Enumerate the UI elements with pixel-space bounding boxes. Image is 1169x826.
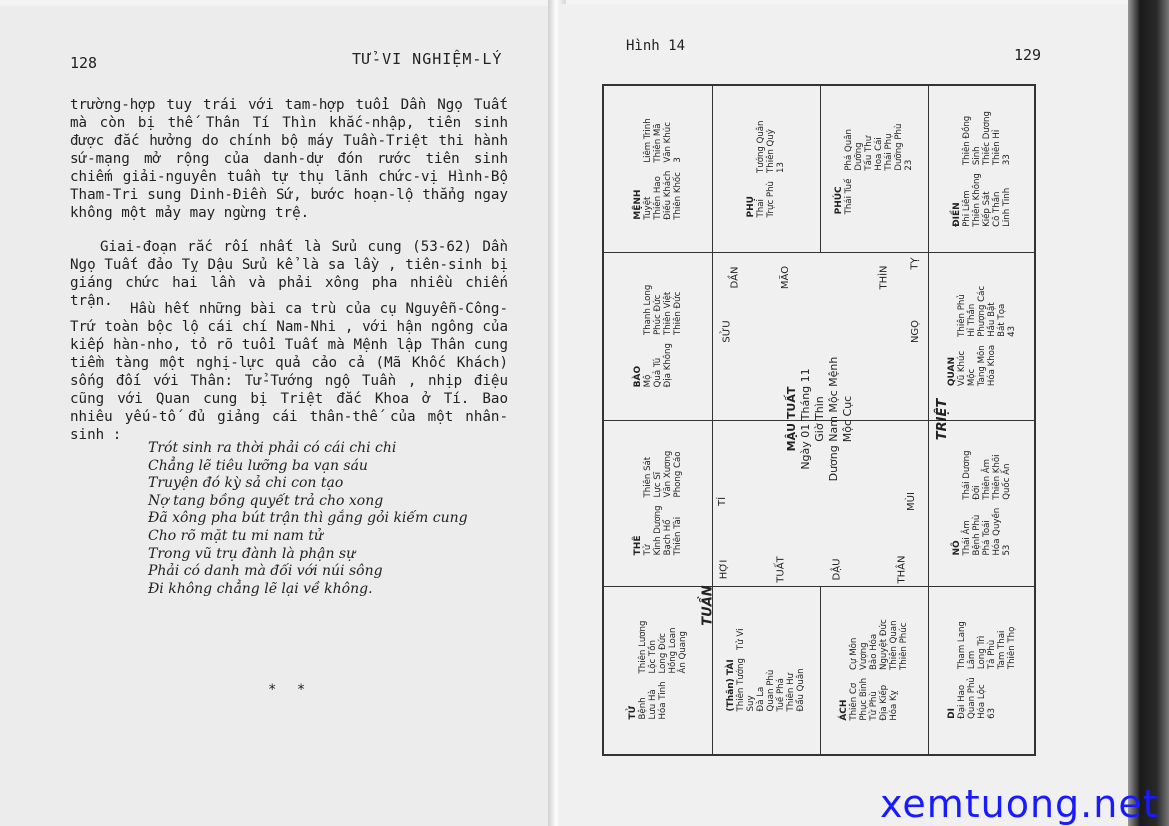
star: Kình Dương xyxy=(653,505,663,556)
star: Hỉ Thần xyxy=(967,303,977,337)
age-number: 33 xyxy=(1002,154,1012,166)
star: Nguyệt Đức xyxy=(879,619,889,670)
star: Tam Thai xyxy=(997,630,1007,670)
cell-content xyxy=(952,450,1012,555)
figure-label: Hình 14 xyxy=(626,38,686,54)
star: Kiếp Sát xyxy=(982,191,992,227)
palace-title: DI xyxy=(947,708,957,719)
star: Thái Dương xyxy=(962,450,972,500)
date-label: Ngày 01 Tháng 11 xyxy=(799,368,812,470)
paragraph: Giai-đoạn rắc rối nhất là Sửu cung (53-62) Dần Ngọ Tuất đảo Tỵ Dậu Sửu kể là sa lầy , tiên-sinh bị giáng chức hai lần và phải xông pha nhiều chiến trận. xyxy=(70,239,508,309)
poem-line: Chẳng lẽ tiêu lưỡng ba vạn sáu xyxy=(148,457,368,474)
star: Thái Tuế xyxy=(844,178,854,215)
age-number: 53 xyxy=(1002,544,1012,556)
birth-info xyxy=(785,357,855,482)
star: Trực Phù xyxy=(766,181,776,218)
chart-center xyxy=(712,252,928,586)
paragraph: trường-hợp tuy trái với tam-hợp tuổi Dần Ngọ Tuất mà còn bị thế Thân Tí Thìn khắc-nhập, tiên sinh được đắc hưởng do chính bộ máy Tuần-Triệt thi hành sứ-mạng mở rộng của danh-dự đón rước tiên sinh chiếm giải-nguyên tuần tự thụ lãnh chức-vị Hình-Bộ Tham-Tri sung Dinh-Điền Sứ, bước hoạn-lộ thẳng ngay không một mảy may ngừng trệ. xyxy=(70,97,508,221)
star: Hầu Bật xyxy=(987,302,997,337)
triet-marker: TRIỆT xyxy=(935,398,951,441)
star: Linh Tinh xyxy=(1002,187,1012,227)
star: Quốc Ấn xyxy=(1002,463,1012,500)
star: Mộ xyxy=(643,374,653,388)
star: Thiên Lương xyxy=(638,620,648,674)
star: Lưu Hà xyxy=(648,689,658,720)
star: Văn Xương xyxy=(663,450,673,498)
star: Thiên Thọ xyxy=(1007,626,1017,670)
star: Thiên Tài xyxy=(673,516,683,556)
star: Phúc Đức xyxy=(653,294,663,336)
poem-line: Đã xông pha bút trận thì gắng gỏi kiếm cung xyxy=(148,510,468,527)
palace-title: THÊ xyxy=(633,535,643,556)
star: Thiên Hư xyxy=(786,672,796,712)
star: Tang Môn xyxy=(977,345,987,387)
poem-line: Trong vũ trụ đành là phận sự xyxy=(148,545,356,562)
branch-label: MÃO xyxy=(780,265,792,290)
star: Sinh xyxy=(972,146,982,166)
cell-content xyxy=(746,120,786,217)
page-edge-shadow xyxy=(1128,0,1169,826)
cell-content xyxy=(839,619,909,720)
star: Đại Hao xyxy=(957,684,967,719)
star: Hóa Kỵ xyxy=(889,690,899,721)
cell-no xyxy=(928,420,1036,586)
palace-title: QUAN xyxy=(947,356,957,387)
star: Phá Quân xyxy=(844,129,854,171)
star: Tả Phù xyxy=(987,639,997,670)
star: Tử Vi xyxy=(736,628,746,651)
star: Tướng Quân xyxy=(756,120,766,174)
star: Thiên Sát xyxy=(643,456,653,498)
palace-title: NÔ xyxy=(952,540,962,556)
hour-label: Giờ Thìn xyxy=(813,396,826,442)
star: Thiên Việt xyxy=(663,291,673,336)
star: Lộc Tồn xyxy=(648,640,658,674)
star: Dưỡng Phù xyxy=(894,123,904,171)
star: Địa Kiếp xyxy=(879,684,889,721)
star: Bát Tọa xyxy=(997,303,1007,337)
star: Hoa Cái xyxy=(874,137,884,171)
cell-the xyxy=(604,420,712,586)
horoscope-chart xyxy=(602,84,1036,756)
star: Đà La xyxy=(756,686,766,712)
star: Thiên Tướng xyxy=(736,658,746,712)
cell-menh xyxy=(604,86,712,252)
branch-label: MÙI xyxy=(905,492,917,511)
star: Quả Tú xyxy=(653,357,663,388)
poem-line: Đi không chẳng lẽ lại về không. xyxy=(148,580,373,597)
palace-title: MỆNH xyxy=(633,189,643,220)
star: Thiên Quý xyxy=(766,129,776,174)
branch-label: TÍ xyxy=(717,496,729,507)
star: Thanh Long xyxy=(643,284,653,336)
cell-di xyxy=(928,586,1036,754)
cell-content xyxy=(834,124,914,215)
watermark: xemtuong.net xyxy=(880,782,1159,826)
star: Suy xyxy=(746,695,756,712)
cell-dien xyxy=(928,86,1036,252)
star: Quan Phù xyxy=(766,669,776,712)
poem-line: Cho rõ mặt tu mi nam tử xyxy=(148,527,323,544)
star: Hóa Quyền xyxy=(992,507,1002,556)
left-page xyxy=(0,6,556,826)
star: Thiên Quan xyxy=(889,620,899,670)
palace-title: BÀO xyxy=(633,365,643,388)
age-number: 23 xyxy=(904,159,914,171)
star: Bệnh xyxy=(638,697,648,720)
star: Thiên Không xyxy=(972,173,982,227)
star: Văn Khúc xyxy=(663,122,673,163)
star: Thiên Phúc xyxy=(899,622,909,670)
star: Cô Thần xyxy=(992,191,1002,227)
page-number-left: 128 xyxy=(70,54,98,72)
star: Mộc xyxy=(967,368,977,387)
star: Đới xyxy=(972,485,982,500)
ornament: * * xyxy=(268,682,312,698)
branch-label: HỢI xyxy=(718,559,730,580)
cell-bao xyxy=(604,252,712,420)
palace-title: (Thân) TÀI xyxy=(726,659,736,712)
star: Thiên Khốc xyxy=(673,172,683,220)
star: Hóa Khoa xyxy=(987,344,997,387)
cell-content xyxy=(952,111,1012,227)
star: Tử Phù xyxy=(869,691,879,721)
star: Thái Phụ xyxy=(884,133,894,171)
palace-title: PHÚC xyxy=(834,186,844,215)
star: Điếu Khách xyxy=(663,170,673,220)
branch-label: NGỌ xyxy=(910,319,922,344)
poem-line: Truyện đó kỳ sả chi con tạo xyxy=(148,475,344,492)
cell-content xyxy=(633,285,683,388)
cell-quan xyxy=(928,252,1036,420)
cell-phuc xyxy=(820,86,928,252)
poem-line: Nợ tang bồng quyết trả cho xong xyxy=(148,492,384,509)
star: Liêm Trinh xyxy=(643,118,653,163)
star: Tử xyxy=(643,544,653,556)
cell-content xyxy=(947,621,1017,719)
palace-title: PHỤ xyxy=(746,196,756,218)
star: Thiên Khôi xyxy=(992,454,1002,500)
star: Thiên Đức xyxy=(673,291,683,336)
cell-ach xyxy=(820,586,928,754)
cell-content xyxy=(726,629,806,712)
age-number: 13 xyxy=(776,162,786,174)
star: Bảo Hóa xyxy=(869,633,879,670)
branch-label: SỬU xyxy=(721,320,733,343)
cell-content xyxy=(633,451,683,556)
cell-content xyxy=(633,118,683,219)
tuan-marker: TUẦN xyxy=(700,585,716,626)
star: Thiên Đồng xyxy=(962,115,972,166)
star: Thiên Cơ xyxy=(849,682,859,721)
star: Thiên Phủ xyxy=(957,294,967,337)
poem-line: Trót sinh ra thời phải có cái chi chi xyxy=(148,440,397,456)
branch-label: THÂN xyxy=(896,555,908,584)
age-number: 3 xyxy=(673,157,683,163)
paragraph: Hầu hết những bài ca trù của cụ Nguyễn-Công-Trứ toàn bộc lộ cái chí Nam-Nhi , với hận ngông của kiếp hàn-nho, tỏ rõ tuổi Tuất mà Mệnh lập Thân cung tiềm tàng một nghị-lực quả cảo cả (Mã Khốc Khách) sống đối với Thân: Tử-Tướng ngộ Tuần , nhịp điệu cũng với Quan cung bị Triệt đắc Khoa ở Tí. Bao nhiêu yếu-tố đủ giảng cái thân-thế của một nhân-sinh : xyxy=(70,301,508,443)
star: Thái Âm xyxy=(962,520,972,556)
cuc-label: Mộc Cục xyxy=(841,395,854,443)
star: Thiên Mã xyxy=(653,123,663,163)
star: Phục Binh xyxy=(859,677,869,721)
star: Vũ Khúc xyxy=(957,350,967,387)
star: Quan Phủ xyxy=(967,677,977,719)
poem xyxy=(148,440,528,598)
age-number: 43 xyxy=(1007,325,1017,337)
star: Phi Liêm xyxy=(962,190,972,227)
age-number: 63 xyxy=(987,707,997,719)
star: Hóa Tinh xyxy=(658,681,668,720)
star: Cự Môn xyxy=(849,637,859,670)
star: Dưỡng xyxy=(854,142,864,171)
cell-tu xyxy=(604,586,712,754)
star: Long Đức xyxy=(658,633,668,674)
star: Thiên Hao xyxy=(653,176,663,220)
star: Phượng Các xyxy=(977,285,987,337)
star: Lâm xyxy=(967,650,977,670)
star: Thiếc Dương xyxy=(982,111,992,166)
star: Thai xyxy=(756,199,766,218)
star: Lực Sĩ xyxy=(653,471,663,498)
star: Bệnh Phù xyxy=(972,514,982,556)
gender-element-label: Dương Nam Mộc Mệnh xyxy=(827,356,840,482)
star: Đẩu Quân xyxy=(796,668,806,712)
star: Tuế Phá xyxy=(776,678,786,712)
year-label: MẬU TUẤT xyxy=(785,386,798,452)
palace-title: TỬ xyxy=(628,705,638,720)
palace-title: ĐIỀN xyxy=(952,202,962,227)
branch-label: THÌN xyxy=(878,265,890,290)
star: Phong Cáo xyxy=(673,451,683,498)
palace-title: ÁCH xyxy=(839,699,849,721)
branch-label: TUẤT xyxy=(775,556,787,583)
cell-content xyxy=(628,621,688,720)
branch-label: TỴ xyxy=(909,257,921,270)
star: Hóa Lộc xyxy=(977,684,987,719)
poem-line: Phải có danh mà đối với núi sông xyxy=(148,563,383,580)
star: Tấu Thư xyxy=(864,135,874,171)
branch-label: DẬU xyxy=(831,558,843,581)
page-number-right: 129 xyxy=(1014,46,1042,64)
star: Thiên Hỉ xyxy=(992,129,1002,166)
star: Tham Lang xyxy=(957,621,967,670)
cell-content xyxy=(947,286,1017,386)
cell-tai xyxy=(712,586,820,754)
star: Địa Không xyxy=(663,343,673,388)
star: Vượng xyxy=(859,642,869,670)
star: Phá Toái xyxy=(982,520,992,556)
star: Hồng Loan xyxy=(668,627,678,674)
star: Ân Quang xyxy=(678,631,688,674)
cell-phu xyxy=(712,86,820,252)
star: Tuyệt xyxy=(643,196,653,220)
star: Bạch Hổ xyxy=(663,519,673,556)
running-head: TỬ-VI NGHIỆM-LÝ xyxy=(352,50,503,68)
branch-label: DẦN xyxy=(729,266,741,289)
star: Thiên Âm xyxy=(982,458,992,500)
star: Long Trì xyxy=(977,635,987,670)
